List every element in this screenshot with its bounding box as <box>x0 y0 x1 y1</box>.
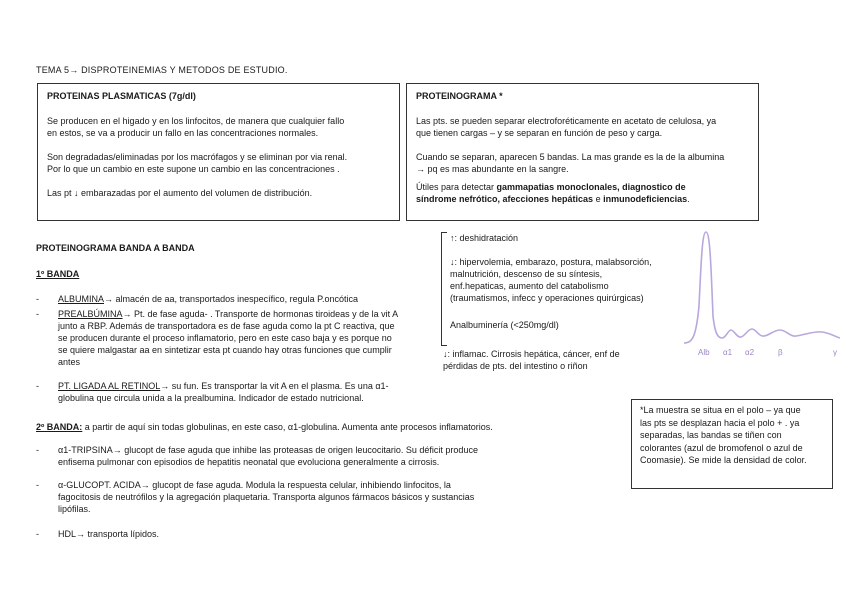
page-title: TEMA 5→ DISPROTEINEMIAS Y METODOS DE ESTUDIO. <box>36 65 288 75</box>
chart-label-alpha2: α2 <box>745 348 755 357</box>
text-line: Cuando se separan, aparecen 5 bandas. La mas grande es la de la albumina <box>416 152 725 162</box>
chart-label-alpha1: α1 <box>723 348 733 357</box>
note-box <box>631 399 833 489</box>
text-line: Las pt ↓ embarazadas por el aumento del volumen de distribución. <box>47 188 313 198</box>
chart-label-gamma: γ <box>833 348 837 357</box>
text-line: síndrome nefrótico, afecciones hepáticas e inmunodeficiencias. <box>416 194 690 204</box>
band-heading-2: 2º BANDA: a partir de aquí sin todas globulinas, en este caso, α1-globulina. Aumenta ante procesos inflamatorios. <box>36 422 493 432</box>
text-line: que tienen cargas – y se separan en función de peso y carga. <box>416 128 663 138</box>
box-heading: PROTEINOGRAMA * <box>416 91 503 101</box>
text-line: colorantes (azul de bromofenol o azul de <box>640 442 803 453</box>
text-line: Útiles para detectar gammapatias monoclonales, diagnostico de <box>416 182 686 192</box>
text-line: Coomasie). Se mide la densidad de color. <box>640 455 807 465</box>
note-up: ↑: deshidratación <box>450 233 519 243</box>
electrophoresis-curve <box>684 232 840 343</box>
chart-label-alb: Alb <box>698 348 710 357</box>
text-line: Se producen en el higado y en los linfocitos, de manera que cualquier fallo <box>47 116 345 126</box>
text-line: Las pts. se pueden separar electroforéticamente en acetato de celulosa, ya <box>416 116 717 126</box>
text-line: las pts se desplazan hacia el polo + . ya <box>640 417 800 428</box>
box-heading: PROTEINAS PLASMATICAS (7g/dl) <box>47 91 196 101</box>
band-heading-1: 1º BANDA <box>36 269 80 279</box>
text-line: en estos, se va a producir un fallo en las concentraciones normales. <box>47 128 319 138</box>
electrophoresis-chart <box>682 226 842 361</box>
box-proteinas-plasmaticas <box>37 83 400 221</box>
text-line: separadas, las bandas se tiñen con <box>640 430 782 440</box>
text-line: → pq es mas abundante en la sangre. <box>416 164 569 174</box>
text-line: *La muestra se situa en el polo – ya que <box>640 405 801 415</box>
bracket <box>441 232 447 346</box>
note-inflammation: ↓: inflamac. Cirrosis hepática, cáncer, enf de pérdidas de pts. del intestino o riñon <box>443 349 620 371</box>
text-line: Son degradadas/eliminadas por los macrófagos y se eliminan por via renal. <box>47 152 348 162</box>
note-albuminuria: Analbuminería (<250mg/dl) <box>450 320 559 330</box>
box-proteinograma <box>406 83 759 221</box>
note-down: ↓: hipervolemia, embarazo, postura, malabsorción, malnutrición, descenso de su síntesis, enf.hepaticas, aumento del catabolismo (traumatismos, infecc y operaciones quirúrgicas) <box>450 257 652 303</box>
text-line: Por lo que un cambio en este supone un cambio en las concentraciones . <box>47 164 340 174</box>
chart-label-beta: β <box>778 348 783 357</box>
section-title: PROTEINOGRAMA BANDA A BANDA <box>36 243 195 253</box>
